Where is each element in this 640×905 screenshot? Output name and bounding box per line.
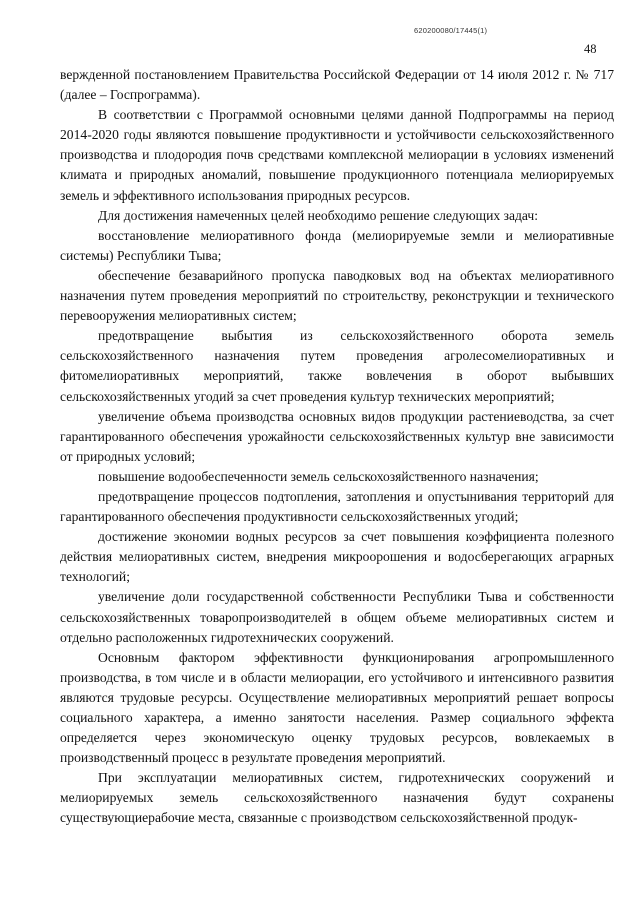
task-item: обеспечение безаварийного пропуска паводковых вод на объектах мелиоративного назначения путем проведения мероприятий по строительству, реконструкции и технического перевооружения мелиоративных систем; [60, 267, 614, 324]
paragraph-jobs: При эксплуатации мелиоративных систем, гидротехнических сооружений и мелиорируемых земель сельскохозяйственного назначения будут сохранены существующиерабочие места, связанные с производством сельскохозяйственной продук- [60, 770, 614, 826]
paragraph-goals: В соответствии с Программой основными целями данной Подпрограммы на период 2014-2020 годы являются повышение продуктивности и устойчивости сельскохозяйственного производства и плодородия почв средствами комплексной мелиорации в условиях изменений климата и природных аномалий, повышение продукционного потенциала мелиорируемых земель и эффективного использования природных ресурсов. [60, 107, 614, 203]
task-item: достижение экономии водных ресурсов за счет повышения коэффициента полезного действия мелиоративных систем, внедрения микроорошения и водосберегающих аграрных технологий; [60, 529, 614, 585]
task-item: предотвращение выбытия из сельскохозяйственного оборота земель сельскохозяйственного назначения путем проведения агролесомелиоративных и фитомелиоративных мероприятий, также вовлечения в оборот выбывших сельскохозяйственных угодий за счет проведения культур технических мероприятий; [60, 328, 614, 404]
task-item: увеличение доли государственной собственности Республики Тыва и собственности сельскохозяйственных товаропроизводителей в общем объеме мелиоративных систем и отдельно расположенных гидротехнических сооружений. [60, 589, 614, 645]
paragraph-labor-resources: Основным фактором эффективности функционирования агропромышленного производства, в том числе и в области мелиорации, его устойчивого и интенсивного развития являются трудовые ресурсы. Осуществление мелиоративных мероприятий решает вопросы социального характера, а именно занятости населения. Размер социального эффекта определяется через экономическую оценку трудовых ресурсов, вовлекаемых в производственный процесс в результате проведения мероприятий. [60, 649, 614, 766]
paragraph-tasks-intro: Для достижения намеченных целей необходимо решение следующих задач: [98, 207, 538, 223]
task-item: предотвращение процессов подтопления, затопления и опустынивания территорий для гарантированного обеспечения продуктивности сельскохозяйственных угодий; [60, 488, 614, 525]
paragraph-continuation: вержденной постановлением Правительства Российской Федерации от 14 июля 2012 г. № 717 (далее – Госпрограмма). [60, 67, 614, 103]
page-number: 48 [584, 42, 597, 56]
document-body [60, 65, 614, 829]
task-item: восстановление мелиоративного фонда (мелиорируемые земли и мелиоративные системы) Республики Тыва; [60, 227, 614, 263]
document-id: 620200080/17445(1) [414, 26, 488, 35]
task-item: повышение водообеспеченности земель сельскохозяйственного назначения; [98, 468, 539, 484]
task-item: увеличение объема производства основных видов продукции растениеводства, за счет гарантированного обеспечения урожайности сельскохозяйственных культур вне зависимости от природных условий; [60, 408, 614, 464]
